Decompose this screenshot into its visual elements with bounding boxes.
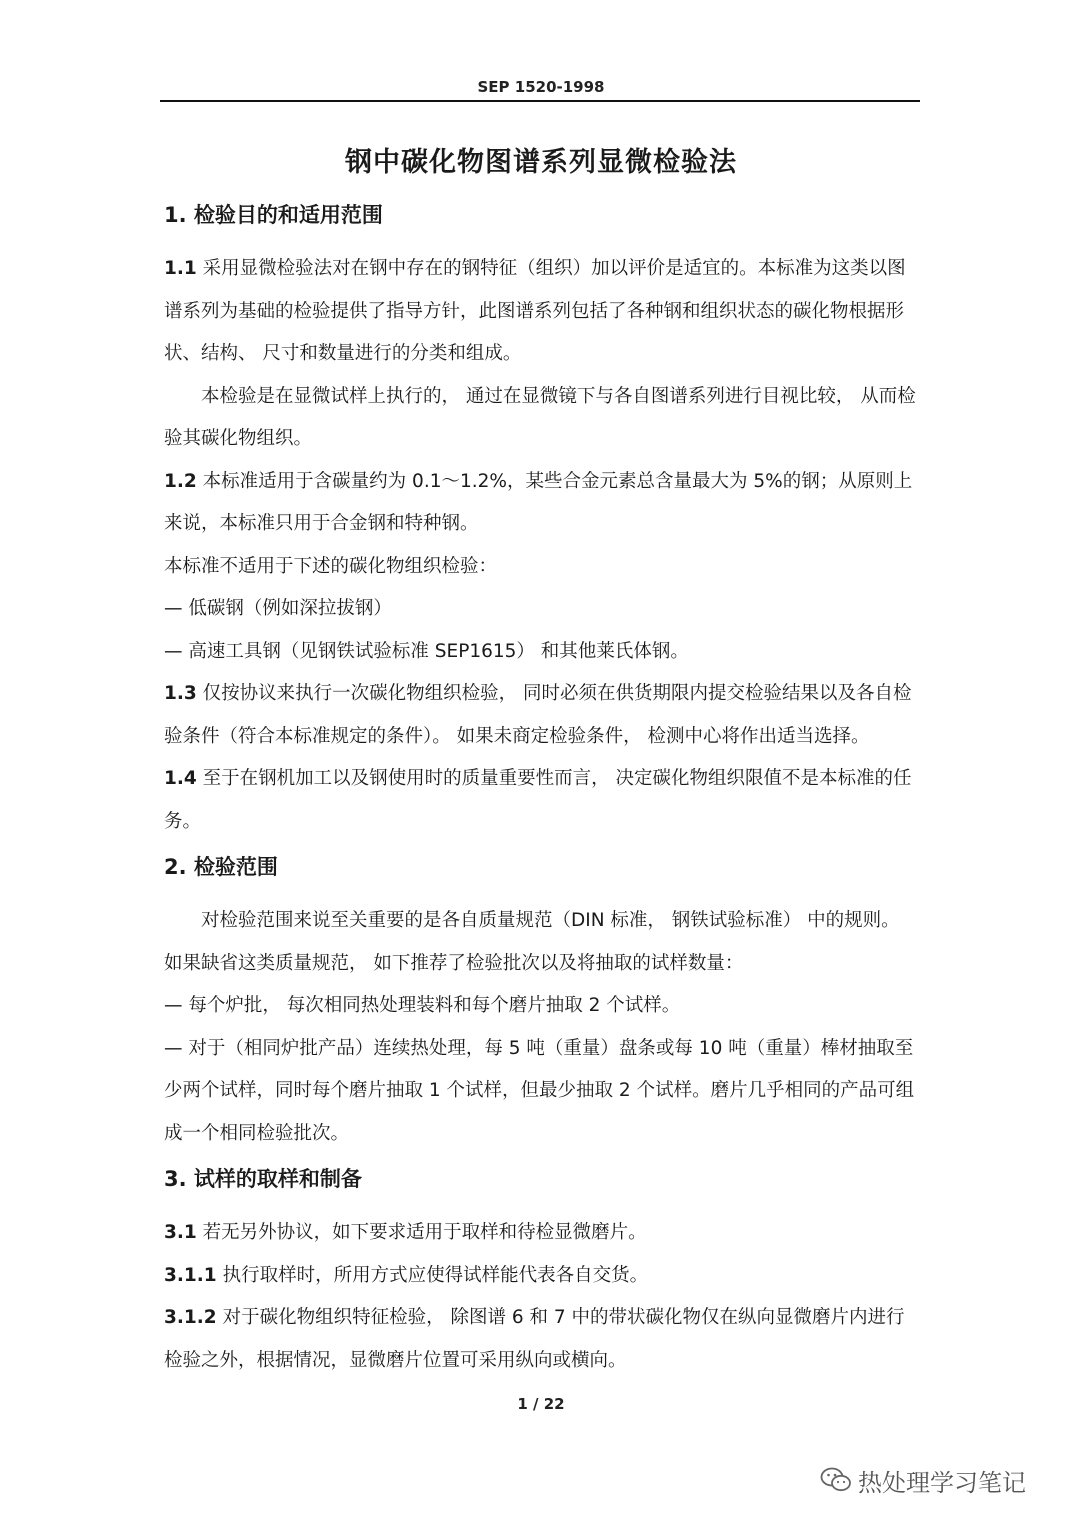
list-item: — 高速工具钢（见钢铁试验标准 SEP1615） 和其他莱氏体钢。	[164, 640, 689, 662]
section-2-heading: 2. 检验范围	[164, 855, 278, 879]
clause-1-2	[164, 461, 918, 546]
list-item: — 每个炉批， 每次相同热处理装料和每个磨片抽取 2 个试样。	[164, 995, 681, 1016]
document-id-header: SEP 1520-1998	[477, 78, 605, 96]
list-item: — 低碳钢（例如深拉拔钢）	[164, 598, 392, 619]
clause-number: 1.2	[164, 470, 197, 492]
clause-text: 仅按协议来执行一次碳化物组织检验， 同时必须在供货期限内提交检验结果以及各自检验条件（符合本标准规定的条件）。 如果未商定检验条件， 检测中心将作出适当选择。	[164, 683, 912, 747]
document-body	[164, 198, 918, 1382]
clause-1-3	[164, 673, 918, 758]
list-item: — 对于（相同炉批产品）连续热处理，每 5 吨（重量）盘条或每 10 吨（重量）棒材抽取至少两个试样，同时每个磨片抽取 1 个试样，但最少抽取 2 个试样。磨片几乎相同的产品可组成一个相同检验批次。	[164, 1037, 915, 1144]
clause-text: 本标准适用于含碳量约为 0.1～1.2%，某些合金元素总含量最大为 5%的钢；从原则上来说，本标准只用于合金钢和特种钢。	[164, 470, 913, 534]
clause-1-4	[164, 758, 918, 843]
clause-3-1-1	[164, 1255, 918, 1298]
section-2-paragraph: 对检验范围来说至关重要的是各自质量规范（DIN 标准， 钢铁试验标准） 中的规则。如果缺省这类质量规范， 如下推荐了检验批次以及将抽取的试样数量：	[164, 910, 900, 974]
watermark	[820, 1460, 1026, 1500]
page-number: 1 / 22	[517, 1395, 565, 1413]
wechat-icon	[820, 1466, 852, 1494]
clause-3-1-2	[164, 1297, 918, 1382]
clause-number: 3.1.1	[164, 1264, 217, 1286]
clause-text: 采用显微检验法对在钢中存在的钢特征（组织）加以评价是适宜的。本标准为这类以图谱系列为基础的检验提供了指导方针，此图谱系列包括了各种钢和组织状态的碳化物根据形状、结构、 尺寸和数量进行的分类和组成。	[164, 258, 906, 364]
clause-text: 若无另外协议，如下要求适用于取样和待检显微磨片。	[202, 1222, 647, 1243]
section-1-heading: 1. 检验目的和适用范围	[164, 203, 383, 227]
header-divider	[160, 100, 920, 102]
clause-text: 至于在钢机加工以及钢使用时的质量重要性而言， 决定碳化物组织限值不是本标准的任务。	[164, 768, 912, 832]
clause-1-1	[164, 248, 918, 376]
clause-text: 执行取样时，所用方式应使得试样能代表各自交货。	[222, 1264, 649, 1286]
clause-1-1-continuation: 本检验是在显微试样上执行的， 通过在显微镜下与各自图谱系列进行目视比较， 从而检验其碳化物组织。	[164, 385, 916, 449]
clause-number: 1.3	[164, 683, 197, 704]
clause-number: 3.1.2	[164, 1307, 217, 1328]
watermark-text: 热处理学习笔记	[858, 1468, 1026, 1497]
clause-3-1	[164, 1212, 918, 1255]
clause-1-2-note: 本标准不适用于下述的碳化物组织检验：	[164, 555, 498, 577]
clause-text: 对于碳化物组织特征检验， 除图谱 6 和 7 中的带状碳化物仅在纵向显微磨片内进行检验之外，根据情况，显微磨片位置可采用纵向或横向。	[164, 1307, 905, 1371]
document-title: 钢中碳化物图谱系列显微检验法	[345, 147, 737, 178]
section-3-heading: 3. 试样的取样和制备	[164, 1167, 362, 1191]
clause-number: 1.1	[164, 258, 197, 279]
clause-number: 1.4	[164, 768, 197, 789]
clause-number: 3.1	[164, 1222, 197, 1243]
